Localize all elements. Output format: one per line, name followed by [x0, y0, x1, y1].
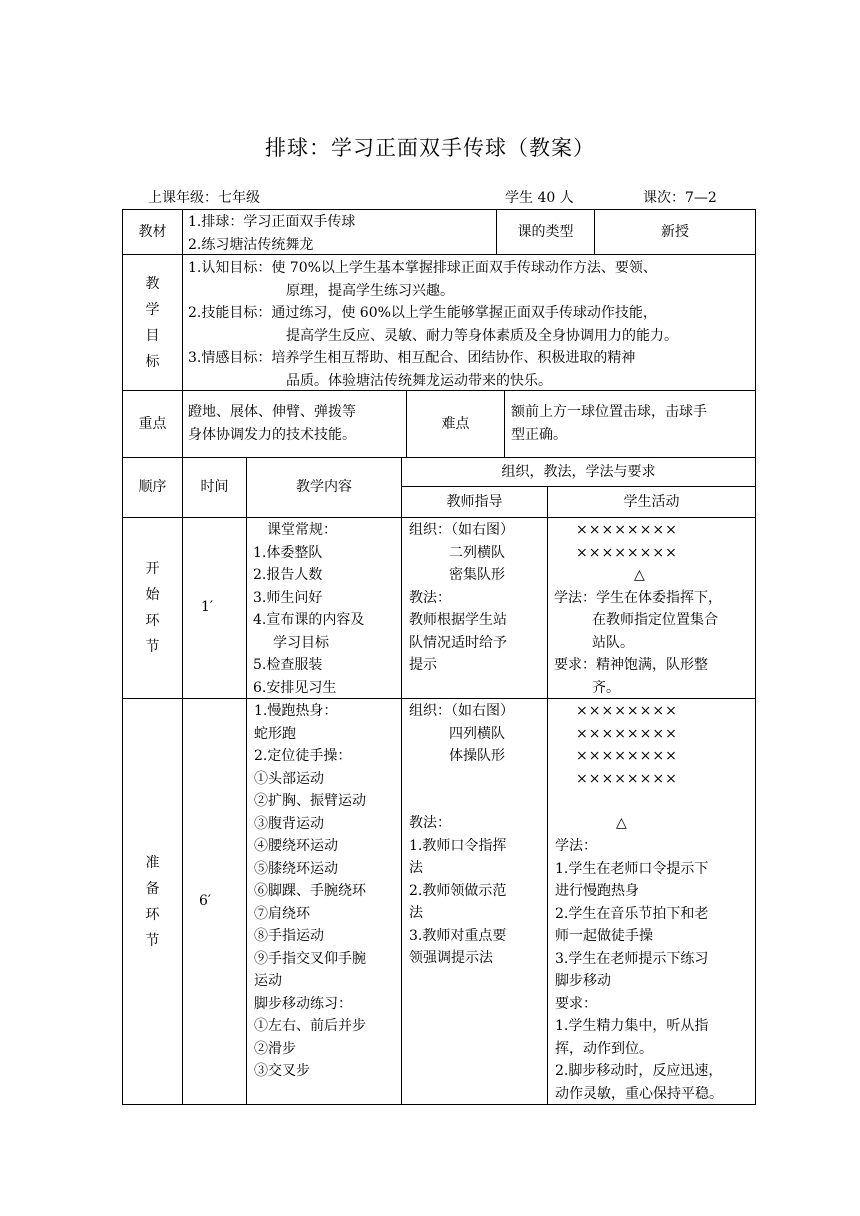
column-divider — [504, 390, 505, 457]
lesson-type-label: 课的类型 — [517, 223, 574, 240]
warmup-section-teacher-method — [409, 812, 546, 970]
section-label-char: 备 — [145, 880, 160, 897]
content-line: ③交叉步 — [254, 1063, 310, 1079]
key-point-line: 蹬地、展体、伸臂、弹拨等 — [188, 404, 356, 420]
content-line: 学习目标 — [273, 634, 329, 651]
teacher-line: 1.教师口令指挥 — [409, 837, 507, 854]
content-line: 2.定位徒手操： — [254, 748, 352, 764]
teacher-line: 教法： — [409, 815, 451, 831]
formation-row: ×××××××× — [576, 770, 678, 787]
section-label-char: 准 — [145, 854, 160, 871]
student-line: 齐。 — [592, 679, 620, 696]
student-line: 挥，动作到位。 — [555, 1040, 653, 1057]
student-line: 要求： — [555, 995, 597, 1012]
goal-line: 原理，提高学生练习兴趣。 — [286, 282, 454, 299]
teacher-line: 3.教师对重点要 — [409, 927, 507, 944]
student-line: 3.学生在老师提示下练习 — [555, 950, 709, 967]
formation-row: ×××××××× — [576, 748, 678, 764]
content-line: ⑤膝绕环运动 — [254, 860, 338, 877]
content-line: ⑦肩绕环 — [254, 905, 310, 922]
content-line: 课堂常规： — [267, 522, 337, 538]
content-line: ③腹背运动 — [254, 815, 324, 832]
student-line: 1.学生精力集中，听从指 — [555, 1018, 709, 1034]
teacher-line: 二列横队 — [449, 544, 505, 561]
difficulty-line: 额前上方一球位置击球，击球手 — [511, 404, 707, 420]
difficulty-content — [511, 401, 754, 446]
key-point-label: 重点 — [138, 415, 167, 432]
difficulty-label: 难点 — [441, 415, 470, 432]
content-line: 脚步移动练习： — [254, 995, 352, 1012]
teacher-line: 教师根据学生站 — [409, 612, 507, 628]
warmup-section-teacher-org — [409, 700, 546, 768]
start-section-student — [548, 519, 755, 699]
student-line: 学法：学生在体委指挥下， — [554, 589, 722, 606]
key-point-line: 身体协调发力的技术技能。 — [188, 426, 356, 443]
goals-label-char: 学 — [145, 301, 160, 318]
goals-label-char: 目 — [145, 327, 160, 344]
section-label-char: 节 — [145, 932, 160, 949]
start-section-content — [253, 519, 400, 699]
warmup-section-content — [254, 700, 400, 1083]
goal-line: 提高学生反应、灵敏、耐力等身体素质及全身协调用力的能力。 — [286, 327, 678, 344]
time-header: 时间 — [200, 479, 229, 496]
table-border-right — [755, 209, 756, 1105]
grade-label: 上课年级：七年级 — [148, 190, 260, 206]
teacher-line: 法 — [409, 860, 423, 876]
key-point-content — [188, 401, 404, 446]
teacher-guidance-header: 教师指导 — [446, 493, 503, 510]
organization-header: 组织，教法，学法与要求 — [501, 463, 656, 480]
document-title: 排球：学习正面双手传球（教案） — [265, 136, 595, 160]
material-line: 2.练习塘沽传统舞龙 — [188, 236, 314, 253]
lesson-type-value: 新授 — [661, 223, 689, 240]
content-line: ②扩胸、振臂运动 — [254, 793, 366, 809]
goals-label — [123, 255, 182, 390]
content-header: 教学内容 — [296, 479, 352, 496]
content-line: 1.体委整队 — [253, 544, 323, 561]
order-header: 顺序 — [138, 479, 167, 496]
formation-row: ×××××××× — [576, 703, 678, 719]
section-label-char: 开 — [145, 561, 160, 577]
warmup-formation — [548, 700, 755, 790]
section-label-char: 始 — [145, 587, 160, 603]
goals-content — [188, 257, 754, 392]
goals-label-char: 教 — [145, 275, 160, 292]
content-line: ①左右、前后并步 — [254, 1018, 366, 1034]
column-divider — [401, 457, 402, 1105]
teacher-line: 2.教师领做示范 — [409, 882, 507, 899]
goal-line: 品质。体验塘沽传统舞龙运动带来的快乐。 — [286, 372, 552, 389]
material-content — [188, 211, 493, 256]
content-line: ④腰绕环运动 — [254, 838, 338, 854]
section-label-char: 环 — [145, 613, 160, 629]
teacher-position-mark: △ — [616, 815, 627, 831]
content-line: 3.师生问好 — [253, 589, 323, 606]
teacher-position-mark: △ — [634, 567, 645, 583]
goal-line: 1.认知目标：使 70%以上学生基本掌握排球正面双手传球动作方法、要领、 — [188, 260, 657, 276]
content-line: ⑨手指交叉仰手腕 — [254, 950, 366, 967]
start-section-time: 1′ — [201, 599, 214, 615]
warmup-section-student — [555, 835, 754, 1105]
warmup-section-label — [123, 699, 182, 1104]
content-line: 运动 — [254, 973, 282, 989]
teacher-line: 法 — [409, 905, 423, 921]
student-line: 师一起做徒手操 — [555, 928, 653, 944]
teacher-line: 队情况适时给予 — [409, 634, 507, 651]
content-line: ⑧手指运动 — [254, 928, 324, 944]
formation-row: ×××××××× — [576, 522, 678, 538]
content-line: 1.慢跑热身： — [254, 703, 338, 719]
column-divider — [246, 457, 247, 1105]
student-line: 动作灵敏，重心保持平稳。 — [555, 1085, 723, 1102]
material-line: 1.排球：学习正面双手传球 — [188, 214, 356, 230]
column-divider — [182, 209, 183, 390]
column-divider — [182, 390, 183, 457]
student-line: 脚步移动 — [555, 973, 611, 989]
teacher-line: 教法： — [409, 589, 451, 606]
goal-line: 2.技能目标：通过练习，使 60%以上学生能够掌握正面双手传球动作技能， — [188, 305, 657, 321]
student-count: 学生 40 人 — [505, 190, 574, 206]
lesson-number: 课次：7—2 — [643, 190, 717, 206]
content-line: 2.报告人数 — [253, 567, 323, 583]
student-line: 进行慢跑热身 — [555, 883, 639, 899]
content-line: 4.宣布课的内容及 — [253, 612, 365, 628]
row-divider — [122, 517, 756, 518]
content-line: 6.安排见习生 — [253, 679, 337, 696]
content-line: ②滑步 — [254, 1040, 296, 1057]
section-label-char: 环 — [145, 906, 160, 923]
teacher-line: 四列横队 — [449, 725, 505, 742]
student-activity-header: 学生活动 — [623, 493, 680, 510]
content-line: ①头部运动 — [254, 770, 324, 787]
student-line: 1.学生在老师口令提示下 — [555, 860, 709, 877]
warmup-section-time: 6′ — [199, 893, 212, 909]
content-line: ⑥脚踝、手腕绕环 — [254, 883, 366, 899]
teacher-line: 组织：（如右图） — [409, 522, 514, 538]
teacher-line: 提示 — [409, 657, 437, 673]
difficulty-line: 型正确。 — [511, 426, 567, 443]
goal-line: 3.情感目标：培养学生相互帮助、相互配合、团结协作、积极进取的精神 — [188, 350, 636, 366]
teacher-line: 组织：（如右图） — [409, 703, 514, 719]
student-line: 学法： — [555, 838, 597, 854]
start-section-label — [123, 518, 182, 698]
teacher-line: 密集队形 — [449, 567, 505, 583]
material-label: 教材 — [138, 223, 167, 240]
start-section-teacher — [409, 519, 546, 677]
column-divider — [182, 457, 183, 1105]
student-line: 2.学生在音乐节拍下和老 — [555, 905, 709, 922]
student-line: 要求：精神饱满，队形整 — [554, 657, 708, 673]
section-label-char: 节 — [145, 639, 160, 655]
content-line: 5.检查服装 — [253, 657, 323, 673]
teacher-line: 体操队形 — [449, 748, 505, 764]
student-line: 在教师指定位置集合 — [592, 612, 718, 628]
formation-row: ×××××××× — [576, 544, 678, 561]
formation-row: ×××××××× — [576, 725, 678, 742]
teacher-line: 领强调提示法 — [409, 950, 493, 966]
student-line: 站队。 — [592, 634, 634, 651]
goals-label-char: 标 — [145, 353, 160, 370]
student-line: 2.脚步移动时，反应迅速， — [555, 1063, 723, 1079]
content-line: 蛇形跑 — [254, 725, 296, 742]
